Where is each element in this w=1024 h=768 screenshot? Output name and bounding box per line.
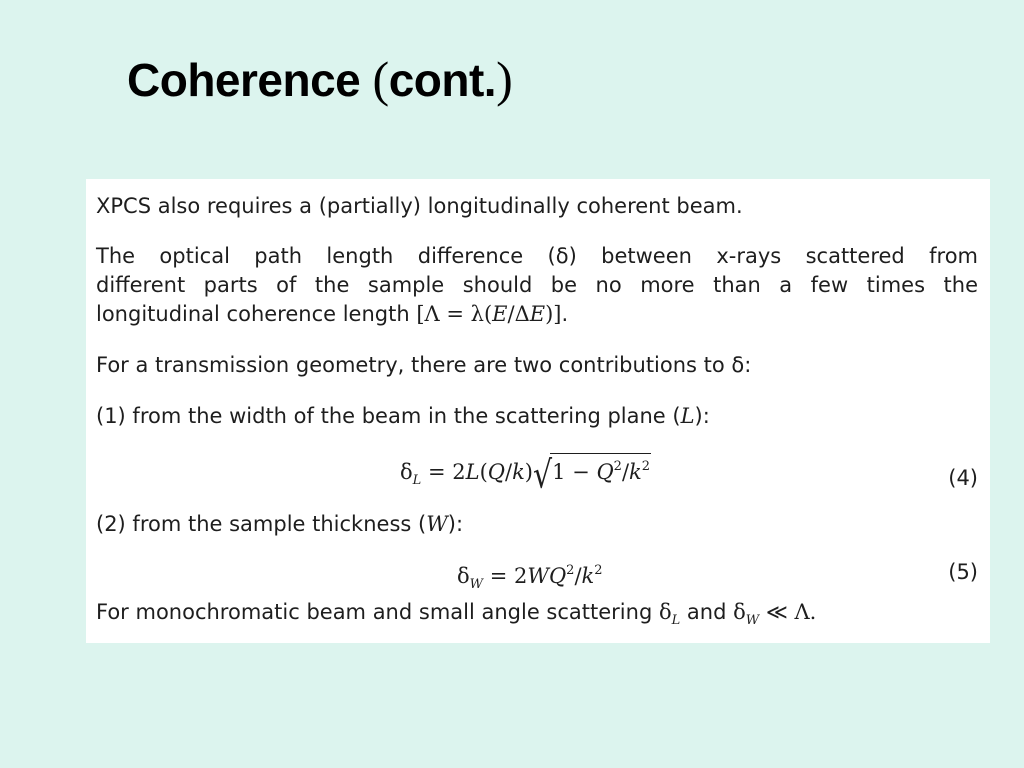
eq5-q: Q	[548, 564, 567, 588]
equation-number-4: (4)	[948, 466, 978, 490]
equation-number-5: (5)	[948, 560, 978, 584]
eq4-sqrt	[533, 453, 651, 498]
text-line-optical-path-3	[96, 300, 978, 329]
eq4-close: )	[524, 460, 533, 484]
eq5-slash: /	[574, 564, 582, 588]
coherence-length-text: longitudinal coherence length	[96, 302, 417, 326]
var-w: W	[426, 512, 448, 536]
text-line-optical-path-2: different parts of the sample should be no more than a few times the	[96, 273, 978, 297]
eq5-eq: = 2	[483, 564, 528, 588]
text-line-transmission: For a transmission geometry, there are two contributions to δ:	[96, 353, 752, 377]
eq4-sub: L	[412, 473, 422, 488]
mono-text: For monochromatic beam and small angle scattering	[96, 600, 659, 624]
formula-open: [Λ = λ(	[416, 302, 493, 326]
mono-delta-l: δ	[658, 600, 672, 624]
eq5-k: k	[581, 564, 595, 588]
thickness-end: ):	[447, 512, 464, 536]
text-line-monochromatic	[96, 598, 978, 635]
text-line-optical-path-1: The optical path length difference (δ) between x-rays scattered from	[96, 244, 978, 268]
eq4-radicand	[550, 453, 651, 485]
eq4-delta: δ	[400, 460, 413, 484]
eq4-rad-sup: 2	[613, 459, 622, 474]
eq4-rad-slash: /	[621, 460, 630, 484]
sqrt-icon: √	[533, 453, 553, 498]
thickness-text: (2) from the sample thickness (	[96, 512, 427, 536]
content-image-box	[86, 179, 990, 643]
eq4-open: (	[479, 460, 488, 484]
mono-sub-w: W	[745, 613, 760, 628]
mono-delta-w: δ	[733, 600, 746, 624]
eq5-sup: 2	[566, 563, 575, 578]
title-paren-text: cont.	[388, 54, 497, 106]
eq4-rad-sup2: 2	[641, 459, 651, 474]
eq4-q: Q	[487, 460, 505, 484]
mono-and: and	[680, 600, 734, 624]
text-line-thickness	[96, 510, 978, 539]
var-l: L	[680, 404, 695, 428]
formula-mid: /Δ	[507, 302, 530, 326]
formula-e1: E	[492, 302, 508, 326]
eq4-rad-k: k	[629, 460, 642, 484]
formula-end: .	[561, 302, 569, 326]
text-line-coherent-beam: XPCS also requires a (partially) longitudinally coherent beam.	[96, 194, 743, 218]
slide-title	[127, 50, 512, 109]
eq4-l: L	[465, 460, 480, 484]
eq4-k: k	[512, 460, 525, 484]
eq4-slash: /	[504, 460, 513, 484]
formula-e2: E	[529, 302, 546, 326]
beam-width-text: (1) from the width of the beam in the scattering plane (	[96, 404, 681, 428]
title-paren-open: (	[372, 51, 389, 107]
eq4-eq: = 2	[421, 460, 466, 484]
eq4-rad-q: Q	[596, 460, 614, 484]
mono-relation: ≪ Λ.	[759, 600, 817, 624]
eq5-delta: δ	[457, 564, 470, 588]
eq5-w: W	[527, 564, 549, 588]
eq5-sup2: 2	[594, 563, 603, 578]
title-main: Coherence	[127, 54, 373, 106]
title-paren-close: )	[496, 51, 513, 107]
beam-width-end: ):	[694, 404, 710, 428]
equation-4	[400, 453, 651, 497]
mono-sub-l: L	[671, 613, 681, 628]
eq5-sub: W	[469, 577, 484, 592]
eq4-rad-one: 1 −	[552, 460, 597, 484]
equation-5	[457, 555, 603, 601]
formula-close: )]	[545, 302, 562, 326]
text-line-beam-width	[96, 402, 978, 431]
